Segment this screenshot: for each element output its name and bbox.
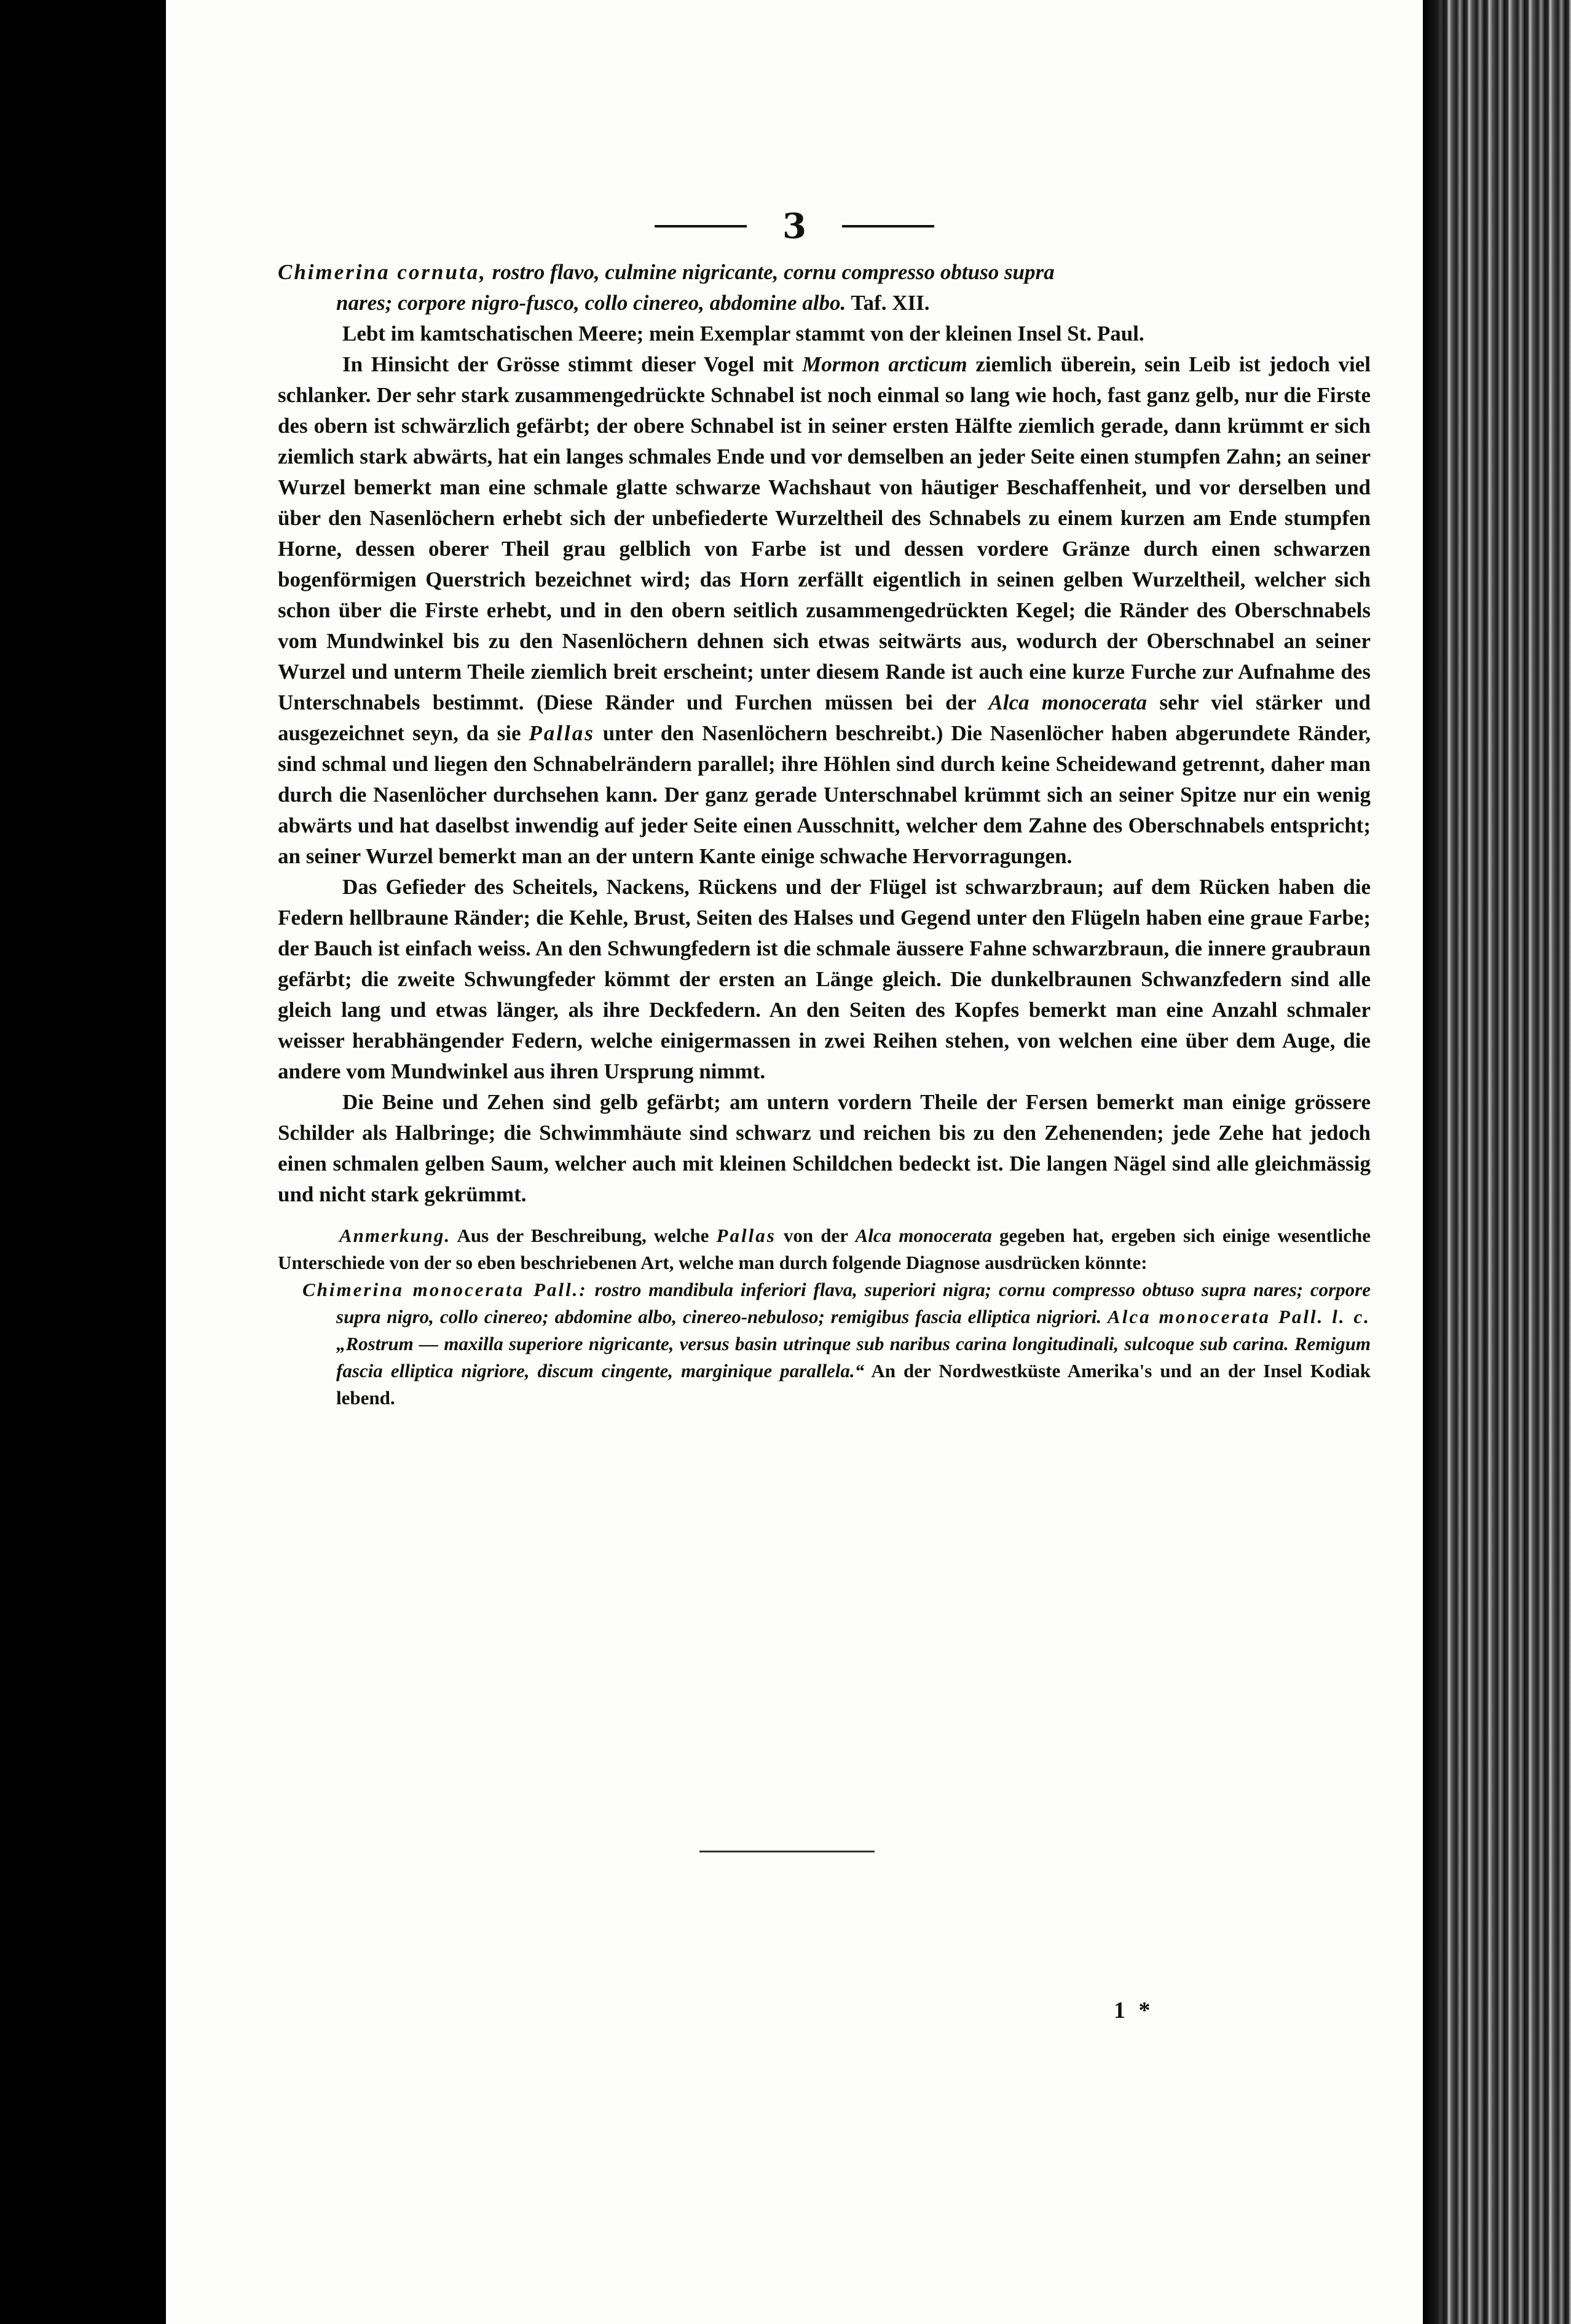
annotation-text-c: gegeben hat, ergeben sich einige wesentliche Unterschiede von der so eben beschriebenen Art, welche man durch folgende Diagnose ausdrücken könnte:	[278, 1225, 1371, 1273]
species-name: Chimerina cornuta,	[278, 260, 487, 284]
plate-reference: Taf. XII.	[851, 291, 930, 315]
beak-text-a: In Hinsicht der Grösse stimmt dieser Vogel mit	[342, 352, 803, 376]
annotation-taxon: Alca monocerata	[855, 1225, 992, 1246]
taxon-alca: Alca monocerata	[988, 690, 1147, 714]
species-heading-cont	[278, 288, 1371, 318]
annotation-text-a: Aus der Beschreibung, welche	[451, 1225, 717, 1246]
diagnosis-text: rostro mandibula inferiori flava, superiori nigra; cornu compresso obtuso supra nares; corpore supra nigro, collo cinereo; abdomine albo, cinereo-nebuloso; remigibus fascia elliptica nigriori.	[336, 1279, 1371, 1327]
beak-text-b: ziemlich überein, sein Leib ist jedoch viel schlanker. Der sehr stark zusammengedrückte Schnabel ist noch einmal so lang wie hoch, fast ganz gelb, nur die Firste des obern ist schwärzlich gefärbt; der obere Schnabel ist in seiner ersten Hälfte ziemlich gerade, dann krümmt er sich ziemlich stark abwärts, hat ein langes schmales Ende und vor demselben an jeder Seite einen stumpfen Zahn; an seiner Wurzel bemerkt man eine schmale glatte schwarze Wachshaut von häutiger Beschaffenheit, und vor derselben und über den Nasenlöchern erhebt sich der unbefiederte Wurzeltheil des Schnabels zu einem kurzen am Ende stumpfen Horne, dessen oberer Theil grau gelblich von Farbe ist und dessen vordere Gränze durch einen schwarzen bogenförmigen Querstrich bezeichnet wird; das Horn zerfällt eigentlich in seinen gelben Wurzeltheil, welcher sich schon über die Firste erhebt, und in den obern seitlich zusammengedrückten Kegel; die Ränder des Oberschnabels vom Mundwinkel bis zu den Nasenlöchern dehnen sich etwas seitwärts aus, wodurch der Oberschnabel an seiner Wurzel und unterm Theile ziemlich breit erscheint; unter diesem Rande ist auch eine kurze Furche zur Aufnahme des Unterschnabels bestimmt. (Diese Ränder und Furchen müssen bei der	[278, 352, 1371, 714]
scan-left-margin	[0, 0, 166, 2324]
species-diagnosis-2: nares; corpore nigro-fusco, collo cinereo, abdomine albo.	[336, 291, 846, 315]
beak-text-d: unter den Nasenlöchern beschreibt.) Die Nasenlöcher haben abgerundete Ränder, sind schmal und liegen den Schnabelrändern parallel; ihre Höhlen sind durch keine Scheidewand getrennt, daher man durch die Nasenlöcher durchsehen kann. Der ganz gerade Unterschnabel krümmt sich an seiner Spitze nur ein wenig abwärts und hat daselbst inwendig auf jeder Seite einen Ausschnitt, welcher dem Zahne des Oberschnabels entspricht; an seiner Wurzel bemerkt man an der untern Kante einige schwache Hervorragungen.	[278, 721, 1371, 868]
taxon-mormon: Mormon arcticum	[802, 352, 967, 376]
header-rule-left	[655, 225, 747, 227]
annotation-author: Pallas	[716, 1225, 776, 1246]
annotation-paragraph	[278, 1222, 1371, 1276]
plumage-paragraph: Das Gefieder des Scheitels, Nackens, Rückens und der Flügel ist schwarzbraun; auf dem Rücken haben die Federn hellbraune Ränder; die Kehle, Brust, Seiten des Halses und Gegend unter den Flügeln haben eine graue Farbe; der Bauch ist einfach weiss. An den Schwungfedern ist die schmale äussere Fahne schwarzbraun, die innere graubraun gefärbt; die zweite Schwungfeder kömmt der ersten an Länge gleich. Die dunkelbraunen Schwanzfedern sind alle gleich lang und etwas länger, als ihre Deckfedern. An den Seiten des Kopfes bemerkt man eine Anzahl schmaler weisser herabhängender Federn, welche einigermassen in zwei Reihen stehen, von welchen eine über dem Auge, die andere vom Mundwinkel aus ihren Ursprung nimmt.	[278, 875, 1371, 1083]
header-rule-right	[842, 225, 934, 227]
species-heading	[278, 257, 1371, 288]
page-header	[166, 206, 1423, 247]
diagnosis-alca: Alca monocerata Pall. l. c.	[1108, 1306, 1371, 1327]
beak-paragraph	[278, 349, 1371, 872]
diagnosis-quote: „Rostrum — maxilla superiore nigricante, versus basin utrinque sub naribus carina longitudinali, sulcoque sub carina. Remigum fascia elliptica nigriore, discum cingente, marginique parallela.“	[336, 1333, 1371, 1381]
diagnosis-locality: An der Nordwestküste Amerika's und an der Insel Kodiak lebend.	[336, 1360, 1371, 1409]
annotation-label: Anmerkung.	[339, 1225, 451, 1246]
habitat-paragraph: Lebt im kamtschatischen Meere; mein Exemplar stammt von der kleinen Insel St. Paul.	[342, 322, 1144, 346]
diagnosis-paragraph	[278, 1276, 1371, 1412]
page-number: 3	[782, 206, 806, 247]
legs-paragraph: Die Beine und Zehen sind gelb gefärbt; am untern vordern Theile der Fersen bemerkt man einige grössere Schilder als Halbringe; die Schwimmhäute sind schwarz und reichen bis zu den Zehenenden; jede Zehe hat jedoch einen schmalen gelben Saum, welcher auch mit kleinen Schildchen bedeckt ist. Die langen Nägel sind alle gleichmässig und nicht stark gekrümmt.	[278, 1090, 1371, 1206]
diagnosis-taxon: Chimerina monocerata Pall.:	[302, 1279, 588, 1300]
page-body	[278, 257, 1371, 1412]
section-end-rule	[699, 1851, 875, 1852]
beak-text-c: sehr viel stärker und ausgezeichnet seyn, da sie	[278, 690, 1371, 745]
author-pallas: Pallas	[529, 721, 595, 745]
annotation-text-b: von der	[776, 1225, 856, 1246]
signature-mark: 1 *	[1114, 1998, 1154, 2023]
binding-shadow	[1423, 0, 1447, 2324]
species-diagnosis-1: rostro flavo, culmine nigricante, cornu compresso obtuso supra	[492, 260, 1055, 284]
